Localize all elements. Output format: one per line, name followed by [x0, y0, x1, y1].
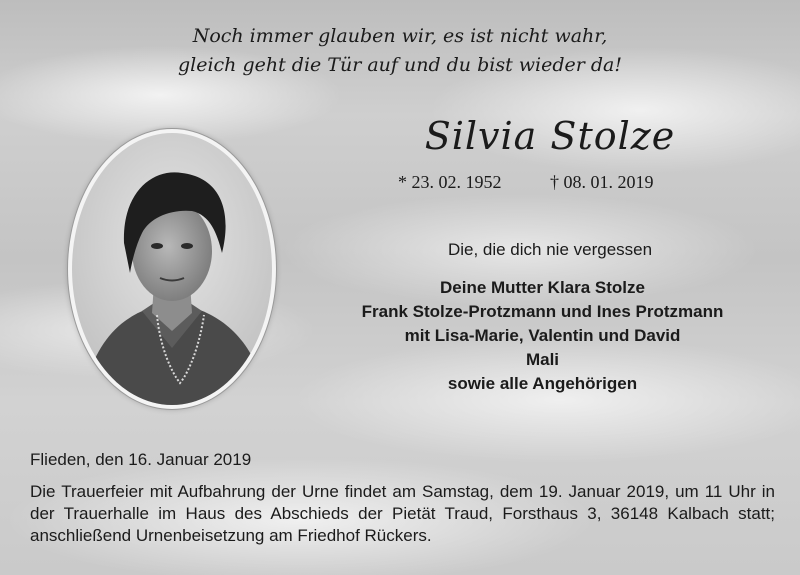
- place-and-date: Flieden, den 16. Januar 2019: [30, 450, 252, 469]
- mourners-list: [300, 276, 785, 396]
- funeral-notice: Die Trauerfeier mit Aufbahrung der Urne findet am Samstag, dem 19. Januar 2019, um 11 Uhr in der Trauerhalle im Haus des Abschieds der Pietät Traud, Forsthaus 3, 36148 Kalbach statt; anschließend Urnenbeisetzung am Friedhof Rückers.: [30, 482, 775, 545]
- portrait-photo-icon: [72, 133, 272, 405]
- mourners-intro: Die, die dich nie vergessen: [447, 240, 653, 259]
- portrait-frame: [68, 129, 276, 409]
- death-date: † 08. 01. 2019: [550, 172, 654, 192]
- deceased-name: Silvia Stolze: [424, 114, 676, 158]
- poem-line-1: Noch immer glauben wir, es ist nicht wahr,: [192, 25, 608, 47]
- portrait-photo: [72, 133, 272, 405]
- mourner-line: mit Lisa-Marie, Valentin und David: [404, 326, 681, 345]
- birth-date: * 23. 02. 1952: [398, 172, 502, 192]
- mourner-line: sowie alle Angehörigen: [447, 374, 638, 393]
- poem-line-2: gleich geht die Tür auf und du bist wieder da!: [177, 54, 622, 76]
- mourner-line: Frank Stolze-Protzmann und Ines Protzmann: [361, 302, 724, 321]
- mourner-line: Deine Mutter Klara Stolze: [440, 278, 645, 297]
- funeral-details: [30, 449, 775, 547]
- mourner-line: Mali: [525, 350, 560, 369]
- memorial-poem: [0, 22, 800, 80]
